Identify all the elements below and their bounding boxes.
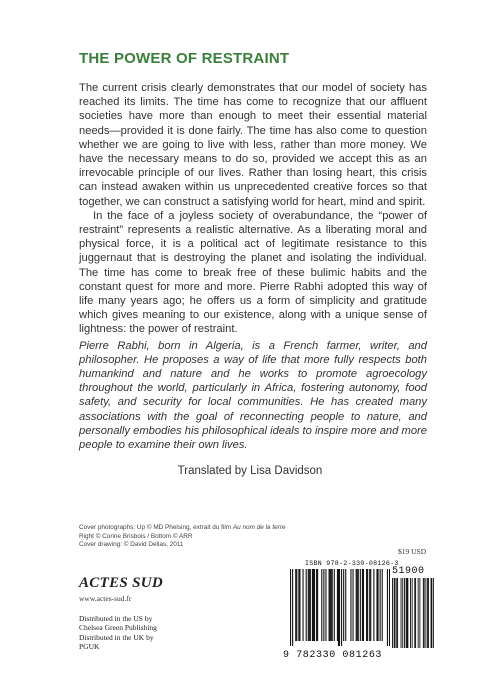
publisher-logo: ACTES SUD [79,575,163,591]
barcode-bar [412,578,413,648]
barcode-bar [425,578,426,648]
distribution-line-4: PGUK [79,641,100,651]
barcode-bar [387,569,388,646]
barcode-bar [316,569,317,641]
barcode-bar [373,569,374,641]
barcode-bar [418,578,419,648]
price-addon-barcode [392,578,434,648]
distribution-line-1: Distributed in the US by [79,614,153,623]
credit-film-title: Au nom de la terre [232,524,286,531]
barcode-bar [402,578,403,648]
barcode-bar [428,578,429,648]
barcode-bar [423,578,424,648]
distribution-line-3: Distributed in the UK by [79,632,154,642]
barcode-bar [407,578,408,648]
barcode-bar [419,578,420,648]
barcode-bar [308,569,309,641]
barcode-bar [295,569,296,641]
blurb-paragraph-2: In the face of a joyless society of overabundance, the “power of restraint” represents a realistic alternative. As a liberating moral and physical force, it is a political act of legitimate resistance to this juggernaut that is destroying the planet and isolating the individual. The time has come to break free of these bulimic habits and the constant quest for more and more. Pierre Rabhi adopted this way of life many years ago; he offers us a form of simplicity and gratitude which gives meaning to our existence, along with a unique sense of lightness: the power of restraint. [79,209,427,336]
barcode-bar [370,569,371,641]
credit-line-1-prefix: Cover photographs: Up © MD Phelsing, extrait du film [79,524,232,531]
barcode-bar [382,569,383,641]
translator-credit: Translated by Lisa Davidson [177,465,323,477]
barcode-bar [362,569,363,641]
barcode-bar [332,569,333,641]
barcode-bar [350,569,351,641]
barcode-bar [380,569,381,641]
barcode-bar [312,569,313,641]
barcode-bar [309,569,310,641]
barcode-bar [310,569,311,641]
barcode-bar [404,578,405,648]
barcode-bar [325,569,326,641]
barcode-bar [395,578,396,648]
barcode-bar [433,578,434,648]
credit-line-1 [79,524,339,533]
barcode-bar [317,569,318,641]
barcode-bar [414,578,415,648]
barcode-bar [401,578,402,648]
price-code: 51900 [392,566,425,577]
page-title: THE POWER OF RESTRAINT [79,50,290,67]
barcode-bar [314,569,315,641]
barcode-bar [376,569,377,641]
barcode-bar [424,578,425,648]
barcode-bar [339,569,340,646]
barcode-bar [407,578,408,648]
barcode-bar [360,569,361,641]
barcode-bar [292,569,293,646]
barcode-bar [337,569,338,641]
barcode-bar [296,569,297,641]
barcode-bar [290,569,291,646]
barcode-bar [329,569,330,641]
barcode-bar [392,578,393,648]
barcode-bar [357,569,358,641]
barcode-bar [427,578,428,648]
barcode-bar [334,569,335,641]
barcode-bar [363,569,364,641]
barcode-bar [338,569,339,646]
credit-line-2: Right © Corine Brisbois / Bottom © ARR [79,532,193,540]
barcode-bar [330,569,331,641]
price-label: $19 USD [398,547,427,556]
barcode-bar [323,569,324,641]
barcode-bar [306,569,307,641]
barcode-bar [345,569,346,641]
barcode-bar [366,569,367,641]
barcode-bar [389,569,390,646]
barcode-bar [356,569,357,641]
barcode-bar [394,578,395,648]
barcode-bar [313,569,314,641]
distribution-line-2: Chelsea Green Publishing [79,623,157,633]
barcode-bar [353,569,354,641]
credit-line-3: Cover drawing: © David Dellas, 2011 [79,541,184,549]
barcode-bar [431,578,432,648]
barcode-bar [406,578,407,648]
author-bio: Pierre Rabhi, born in Algeria, is a French farmer, writer, and philosopher. He proposes a way of life that more fully respects both humankind and nature and he works to promote agroecology throughout the world, particularly in Africa, fostering autonomy, food safety, and security for local communities. He has created many associations with the goal of reconnecting people to nature, and personally embodies his philosophical ideals to inspire more and more people to examine their own lives. [79,339,427,452]
blurb-paragraph-1: The current crisis clearly demonstrates that our model of society has reached its limits. The time has come to recognize that our affluent societies have more than enough to meet their essential material needs—provided it is done fairly. The time has also come to question whether we are going to live with less, rather than more money. We have the necessary means to do so, provided we accept this as an irrevocable principle of our lives. Rather than losing heart, this crisis can instead awaken within us unprecedented creative forces so that together, we can construct a satisfying world for heart, mind and spirit. [79,82,427,208]
barcode-bar [397,578,398,648]
barcode-digits: 9 782330 081263 [283,650,383,661]
barcode-bar [431,578,432,648]
barcode-bar [367,569,368,641]
photo-credits [79,524,339,550]
barcode-bar [341,569,342,646]
distribution-info [79,614,157,651]
barcode-bar [303,569,304,641]
ean-barcode [290,569,390,649]
barcode-bar [321,569,322,641]
barcode-bar [343,569,344,641]
barcode-bar [298,569,299,641]
barcode-bar [378,569,379,641]
barcode-bar [358,569,359,641]
barcode-bar [396,578,397,648]
barcode-bar [299,569,300,641]
barcode-bar [415,578,416,648]
barcode-bar [410,578,411,648]
publisher-url: www.actes-sud.fr [79,594,132,603]
blurb-text [79,81,427,452]
barcode-bar [369,569,370,641]
isbn-label: ISBN 978-2-330-08126-3 [305,560,399,567]
barcode-bar [331,569,332,641]
